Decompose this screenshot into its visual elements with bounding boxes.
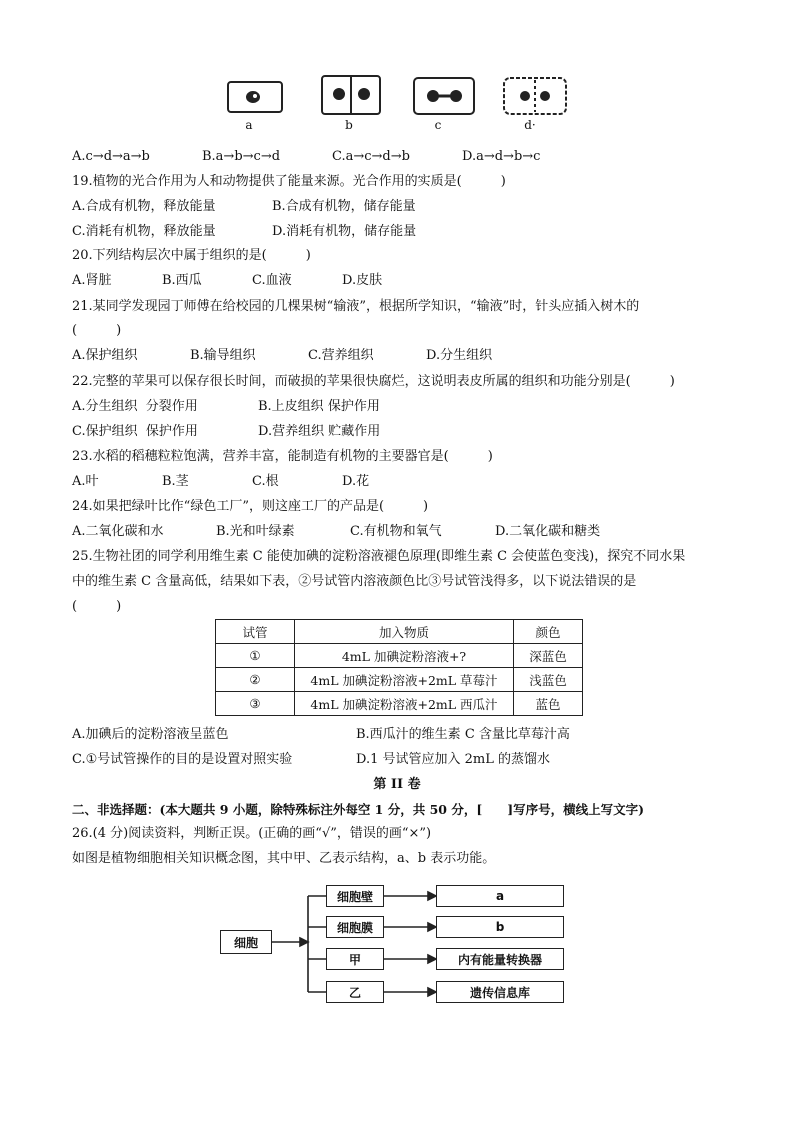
- q24-stem: 24.如果把绿叶比作“绿色工厂”，则这座工厂的产品是( ): [72, 499, 429, 514]
- q22-option-b: B.上皮组织 保护作用: [258, 399, 380, 414]
- q25-stem-blank: ( ): [72, 599, 122, 614]
- q25-stem-line2: 中的维生素 C 含量高低，结果如下表，②号试管内溶液颜色比③号试管浅得多，以下说法错误的是: [72, 574, 637, 589]
- table-header: 颜色: [514, 620, 583, 644]
- cell-d-drawing: [504, 78, 566, 114]
- q18-option-c: C.a→c→d→b: [332, 149, 410, 164]
- q20-option-a: A.肾脏: [72, 273, 112, 288]
- q23-option-a: A.叶: [72, 474, 99, 489]
- cell-b-drawing: [322, 76, 380, 114]
- q23-option-c: C.根: [252, 474, 279, 489]
- concept-function-a: a: [436, 885, 564, 907]
- q26-intro: 如图是植物细胞相关知识概念图，其中甲、乙表示结构，a、b 表示功能。: [72, 851, 496, 866]
- q22-stem: 22.完整的苹果可以保存很长时间，而破损的苹果很快腐烂，这说明表皮所属的组织和功能分别是( ): [72, 374, 675, 389]
- q21-stem: 21.某同学发现园丁师傅在给校园的几棵果树“输液”，根据所学知识，“输液”时，针头应插入树木的: [72, 299, 640, 314]
- cell-c-drawing: [414, 78, 474, 114]
- q23-option-d: D.花: [342, 474, 370, 489]
- q22-option-a: A.分生组织 ​ 分裂作用: [72, 399, 198, 414]
- table-header: 试管: [216, 620, 295, 644]
- table-cell: ②: [216, 668, 295, 692]
- q18-option-d: D.a→d→b→c: [462, 149, 541, 164]
- table-row: [216, 668, 583, 692]
- table-header: 加入物质: [295, 620, 514, 644]
- table-cell: ③: [216, 692, 295, 716]
- q21-option-c: C.营养组织: [308, 348, 374, 363]
- q25-stem-line1: 25.生物社团的同学利用维生素 C 能使加碘的淀粉溶液褪色原理(即维生素 C 会使蓝色变浅)，探究不同水果: [72, 549, 686, 564]
- q19-option-a: A.合成有机物，释放能量: [72, 199, 216, 214]
- q25-option-a: A.加碘后的淀粉溶液呈蓝色: [72, 727, 229, 742]
- q24-option-a: A.二氧化碳和水: [72, 524, 164, 539]
- q25-option-c: C.①号试管操作的目的是设置对照实验: [72, 752, 293, 767]
- table-row: [216, 692, 583, 716]
- table-cell: 浅蓝色: [514, 668, 583, 692]
- concept-branch-yi: 乙: [326, 981, 384, 1003]
- table-cell: 蓝色: [514, 692, 583, 716]
- q22-option-c: C.保护组织 ​ 保护作用: [72, 424, 198, 439]
- cell-concept-map: [220, 880, 570, 1008]
- q21-option-a: A.保护组织: [72, 348, 138, 363]
- q18-option-b: B.a→b→c→d: [202, 149, 281, 164]
- q19-stem: 19.植物的光合作用为人和动物提供了能量来源。光合作用的实质是( ): [72, 174, 506, 189]
- q20-option-c: C.血液: [252, 273, 292, 288]
- q24-option-d: D.二氧化碳和糖类: [495, 524, 601, 539]
- figure-label-a: a: [245, 118, 253, 132]
- figure-label-b: b: [345, 118, 353, 132]
- concept-branch-cell-wall: 细胞壁: [326, 885, 384, 907]
- table-row: [216, 644, 583, 668]
- q21-option-b: B.输导组织: [190, 348, 256, 363]
- section2-heading: 二、非选择题：(本大题共 9 小题，除特殊标注外每空 1 分，共 50 分，[ ]写序号，横线上写文字): [72, 802, 645, 817]
- figure-label-d: d·: [524, 118, 536, 132]
- cell-a-drawing: [228, 82, 282, 112]
- table-cell: 4mL 加碘淀粉溶液+?: [295, 644, 514, 668]
- concept-function-genetic-library: 遗传信息库: [436, 981, 564, 1003]
- figure-label-c: c: [434, 118, 442, 132]
- concept-branch-cell-membrane: 细胞膜: [326, 916, 384, 938]
- q19-option-c: C.消耗有机物，释放能量: [72, 224, 216, 239]
- q20-option-b: B.西瓜: [162, 273, 202, 288]
- q21-stem-blank: ( ): [72, 323, 122, 338]
- q21-option-d: D.分生组织: [426, 348, 493, 363]
- q20-stem: 20.下列结构层次中属于组织的是( ): [72, 248, 311, 263]
- q25-option-b: B.西瓜汁的维生素 C 含量比草莓汁高: [356, 727, 570, 742]
- table-cell: ①: [216, 644, 295, 668]
- q19-option-b: B.合成有机物，储存能量: [272, 199, 416, 214]
- vitamin-c-table: [215, 619, 583, 716]
- table-cell: 4mL 加碘淀粉溶液+2mL 草莓汁: [295, 668, 514, 692]
- q20-option-d: D.皮肤: [342, 273, 383, 288]
- table-cell: 4mL 加碘淀粉溶液+2mL 西瓜汁: [295, 692, 514, 716]
- q18-option-a: A.c→d→a→b: [72, 149, 150, 164]
- q25-option-d: D.1 号试管应加入 2mL 的蒸馏水: [356, 752, 550, 767]
- q19-option-d: D.消耗有机物，储存能量: [272, 224, 417, 239]
- concept-branch-jia: 甲: [326, 948, 384, 970]
- table-cell: 深蓝色: [514, 644, 583, 668]
- q22-option-d: D.营养组织 贮藏作用: [258, 424, 381, 439]
- q26-stem: 26.(4 分)阅读资料，判断正误。(正确的画“√”，错误的画“×”): [72, 826, 432, 841]
- q24-option-b: B.光和叶绿素: [216, 524, 295, 539]
- table-header-row: [216, 620, 583, 644]
- concept-function-energy-converter: 内有能量转换器: [436, 948, 564, 970]
- concept-function-b: b: [436, 916, 564, 938]
- q23-option-b: B.茎: [162, 474, 189, 489]
- concept-root-cell: 细胞: [220, 930, 272, 954]
- q23-stem: 23.水稻的稻穗粒粒饱满，营养丰富，能制造有机物的主要器官是( ): [72, 449, 493, 464]
- part2-title: 第 II 卷: [373, 777, 421, 792]
- q24-option-c: C.有机物和氧气: [350, 524, 442, 539]
